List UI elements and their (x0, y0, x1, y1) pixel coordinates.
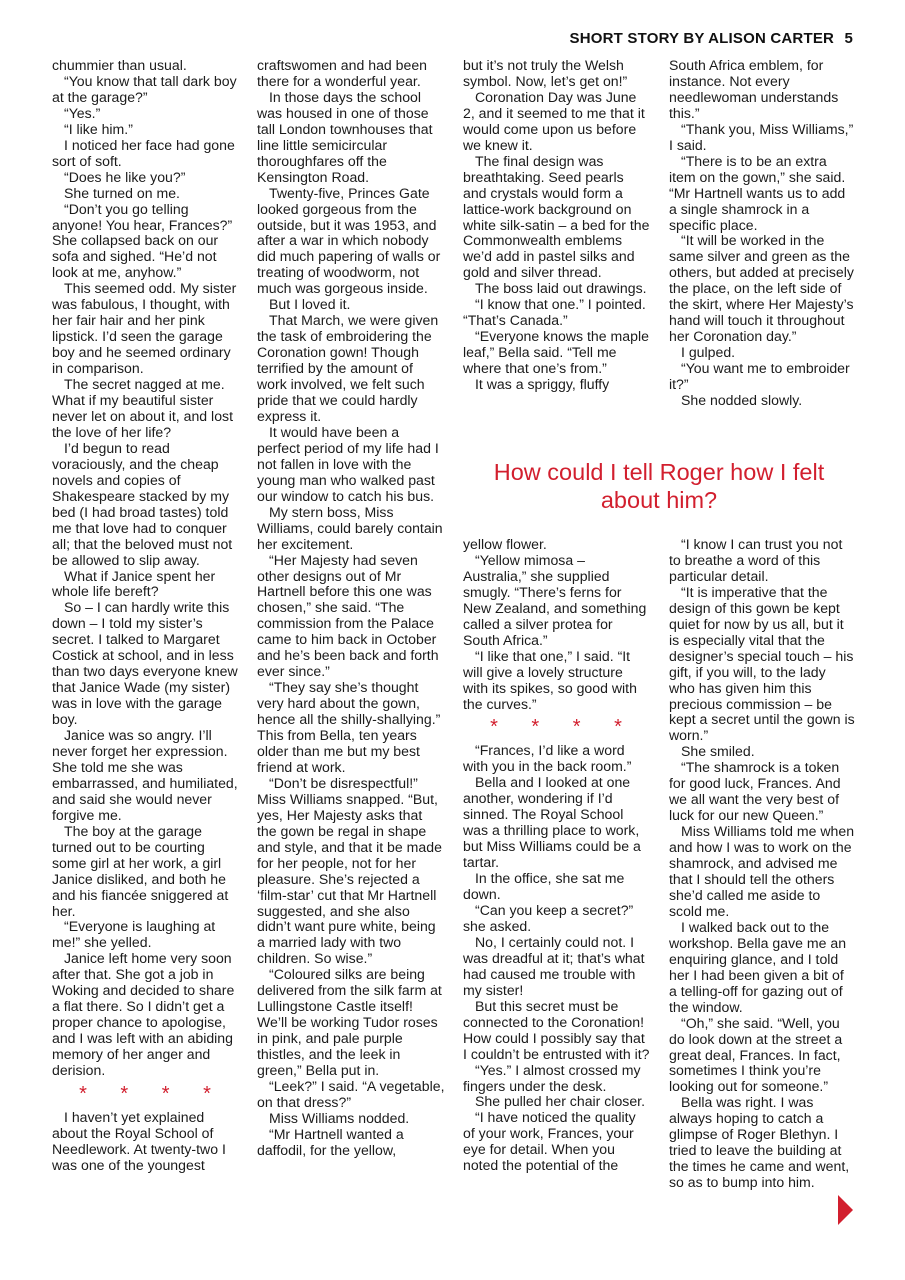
paragraph: The final design was breathtaking. Seed pearls and crystals would form a lattice-work background on white silk-satin – a bed for the Commonwealth emblems we’d add in pastel silks and gold and silver thread. (463, 152, 650, 281)
paragraph: “Yes.” (64, 104, 101, 121)
paragraph: “Coloured silks are being delivered from the silk farm at Lullingstone Castle itself! We’ll be working Tudor roses in pink, and pale purple thistles, and the leek in green,” Bella put in. (257, 966, 442, 1079)
paragraph: The boy at the garage turned out to be courting some girl at her work, a girl Janice disliked, and both he and his fiancée sniggered at her. (52, 822, 229, 919)
paragraph: “Oh,” she said. “Well, you do look down at the street a great deal, Frances. In fact, sometimes I think you’re looking out for someone.” (669, 1014, 843, 1095)
page-header (570, 30, 853, 47)
column-4-bottom (669, 537, 855, 1191)
paragraph: “I know that one.” I pointed. “That’s Canada.” (463, 296, 646, 329)
paragraph: “Her Majesty had seven other designs out of Mr Hartnell before this one was chosen,” she said. “The commission from the Palace came to him back in October and he’s been back and forth ever since.” (257, 551, 439, 680)
paragraph: “I like that one,” I said. “It will give a lovely structure with its spikes, so good with the curves.” (463, 647, 637, 712)
paragraph: “You know that tall dark boy at the garage?” (52, 72, 237, 105)
paragraph: My stern boss, Miss Williams, could barely contain her excitement. (257, 503, 443, 552)
paragraph: The secret nagged at me. What if my beautiful sister never let on about it, and lost the love of her life? (52, 376, 233, 440)
paragraph: “Everyone is laughing at me!” she yelled. (52, 918, 216, 951)
paragraph: South Africa emblem, for instance. Not every needlewoman understands this.” (669, 57, 839, 121)
paragraph: “Thank you, Miss Williams,” I said. (669, 120, 854, 153)
paragraph: “Does he like you?” (64, 168, 186, 185)
paragraph: “Don’t be disrespectful!” Miss Williams snapped. “But, yes, Her Majesty asks that the gown be regal in shape and style, and that it be made for her people, not for her pleasure. She’s rejected a ‘film-star’ cut that Mr Hartnell suggested, and she also didn’t want pure white, being a married lady with two children. So wise.” (257, 774, 442, 967)
column-1 (52, 58, 240, 1174)
paragraph: “They say she’s thought very hard about the gown, hence all the shilly-shallying.” This from Bella, ten years older than me but my best friend at work. (257, 679, 441, 775)
paragraph: yellow flower. (463, 536, 547, 552)
paragraph: Bella and I looked at one another, wondering if I’d sinned. The Royal School was a thrilling place to work, but Miss Williams could be a tartar. (463, 774, 641, 871)
paragraph: This seemed odd. My sister was fabulous, I thought, with her fair hair and her pink lipstick. I’d seen the garage boy and he seemed ordinary in comparison. (52, 280, 237, 377)
paragraph: The boss laid out drawings. (475, 280, 647, 297)
page-number: 5 (844, 30, 853, 47)
paragraph: “It is imperative that the design of this gown be kept quiet for now by us all, but it is especially vital that the designer’s special touch – his gift, if you will, to the lady who has given him this precious commission – be kept a secret until the gown is worn.” (669, 583, 855, 744)
paragraph: I noticed her face had gone sort of soft. (52, 136, 235, 169)
paragraph: Janice left home very soon after that. She got a job in Woking and decided to share a flat there. So I didn’t get a proper chance to apologise, and I was left with an abiding memory of her anger and derision. (52, 950, 235, 1079)
continue-arrow-icon (838, 1195, 853, 1225)
paragraph: “Don’t you go telling anyone! You hear, Frances?” She collapsed back on our sofa and sighed. “He’d not look at me, anyhow.” (52, 200, 233, 281)
paragraph: “It will be worked in the same silver and green as the others, but added at precisely the place, on the left side of the skirt, where Her Majesty’s hand will touch it throughout her Coronation day.” (669, 232, 854, 345)
paragraph: “I like him.” (64, 120, 133, 137)
paragraph: In those days the school was housed in one of those tall London townhouses that line little semicircular thoroughfares off the Kensington Road. (257, 88, 433, 185)
paragraph: I gulped. (681, 344, 736, 361)
story-title: SHORT STORY BY ALISON CARTER (569, 30, 835, 47)
paragraph: “Yes.” I almost crossed my fingers under the desk. (463, 1061, 641, 1094)
paragraph: “Can you keep a secret?” she asked. (463, 902, 634, 934)
paragraph: “Everyone knows the maple leaf,” Bella said. “Tell me where that one’s from.” (463, 328, 649, 377)
paragraph: “Leek?” I said. “A vegetable, on that dress?” (257, 1078, 445, 1110)
paragraph: Bella was right. I was always hoping to catch a glimpse of Roger Blethyn. I tried to leave the building at the times he came and went, so as to bump into him. (669, 1094, 850, 1191)
paragraph: But I loved it. (269, 296, 351, 313)
paragraph: Twenty-five, Princes Gate looked gorgeous from the outside, but it was 1953, and after a war in which nobody did much papering of walls or treating of woodworm, not much was gorgeous inside. (257, 184, 441, 297)
paragraph: That March, we were given the task of embroidering the Coronation gown! Though terrified by the amount of work involved, we felt such pride that we could hardly express it. (257, 312, 439, 424)
paragraph: What if Janice spent her whole life bereft? (52, 567, 216, 600)
paragraph: Miss Williams nodded. (269, 1109, 410, 1126)
column-2 (257, 58, 445, 1159)
paragraph: “Mr Hartnell wanted a daffodil, for the yellow, (257, 1125, 404, 1158)
paragraph: In the office, she sat me down. (463, 870, 625, 903)
paragraph: I’d begun to read voraciously, and the cheap novels and copies of Shakespeare stacked by my bed (I had broad tastes) told me that love had to conquer all; that the beloved must not be allowed to slip away. (52, 439, 233, 568)
column-3-bottom (463, 537, 651, 1174)
paragraph: “There is to be an extra item on the gown,” she said. “Mr Hartnell wants us to add a single shamrock in a specific place. (669, 152, 846, 233)
paragraph: She smiled. (681, 743, 755, 760)
paragraph: Janice was so angry. I’ll never forget her expression. She told me she was embarrassed, and humiliated, and said she would never forgive me. (52, 727, 238, 823)
paragraph: Miss Williams told me when and how I was to work on the shamrock, and advised me that I should tell the others she’d called me aside to scold me. (669, 823, 855, 919)
column-3-top (463, 58, 651, 393)
section-break-stars: * * * * (79, 1083, 225, 1105)
paragraph: It would have been a perfect period of my life had I not fallen in love with the young man who walked past our window to catch his bus. (257, 423, 439, 504)
paragraph: but it’s not truly the Welsh symbol. Now, let’s get on!” (463, 57, 628, 89)
section-break-stars: * * * * (490, 716, 636, 739)
column-4-top (669, 58, 855, 409)
paragraph: “I know I can trust you not to breathe a word of this particular detail. (669, 536, 843, 584)
paragraph: “Frances, I’d like a word with you in the back room.” (463, 742, 632, 775)
paragraph: But this secret must be connected to the Coronation! How could I possibly say that I couldn’t be entrusted with it? (463, 997, 650, 1062)
paragraph: She pulled her chair closer. (475, 1093, 646, 1110)
paragraph: craftswomen and had been there for a wonderful year. (257, 57, 428, 89)
paragraph: I walked back out to the workshop. Bella gave me an enquiring glance, and I told her I had been given a bit of a telling-off for gazing out of the window. (669, 918, 847, 1015)
paragraph: I haven’t yet explained about the Royal School of Needlework. At twenty-two I was one of the youngest (52, 1109, 226, 1173)
paragraph: “Yellow mimosa – Australia,” she supplied smugly. “There’s ferns for New Zealand, and something called a silver protea for South Africa.” (463, 551, 647, 648)
paragraph: She turned on me. (64, 184, 180, 201)
paragraph: It was a spriggy, fluffy (475, 376, 610, 393)
pull-quote: How could I tell Roger how I felt about him? (493, 459, 825, 513)
paragraph: Coronation Day was June 2, and it seemed to me that it would come upon us before we knew it. (463, 88, 645, 153)
paragraph: So – I can hardly write this down – I told my sister’s secret. I talked to Margaret Costick at school, and in less than two days everyone knew that Janice Wade (my sister) was in love with the garage boy. (52, 599, 238, 728)
paragraph: “I have noticed the quality of your work, Frances, your eye for detail. When you noted the potential of the (463, 1109, 636, 1174)
paragraph: chummier than usual. (52, 57, 187, 73)
paragraph: No, I certainly could not. I was dreadful at it; that’s what had caused me trouble with my sister! (463, 933, 645, 998)
paragraph: “You want me to embroider it?” (669, 360, 850, 393)
paragraph: “The shamrock is a token for good luck, Frances. And we all want the very best of luck for our new Queen.” (669, 759, 841, 824)
paragraph: She nodded slowly. (681, 392, 803, 409)
